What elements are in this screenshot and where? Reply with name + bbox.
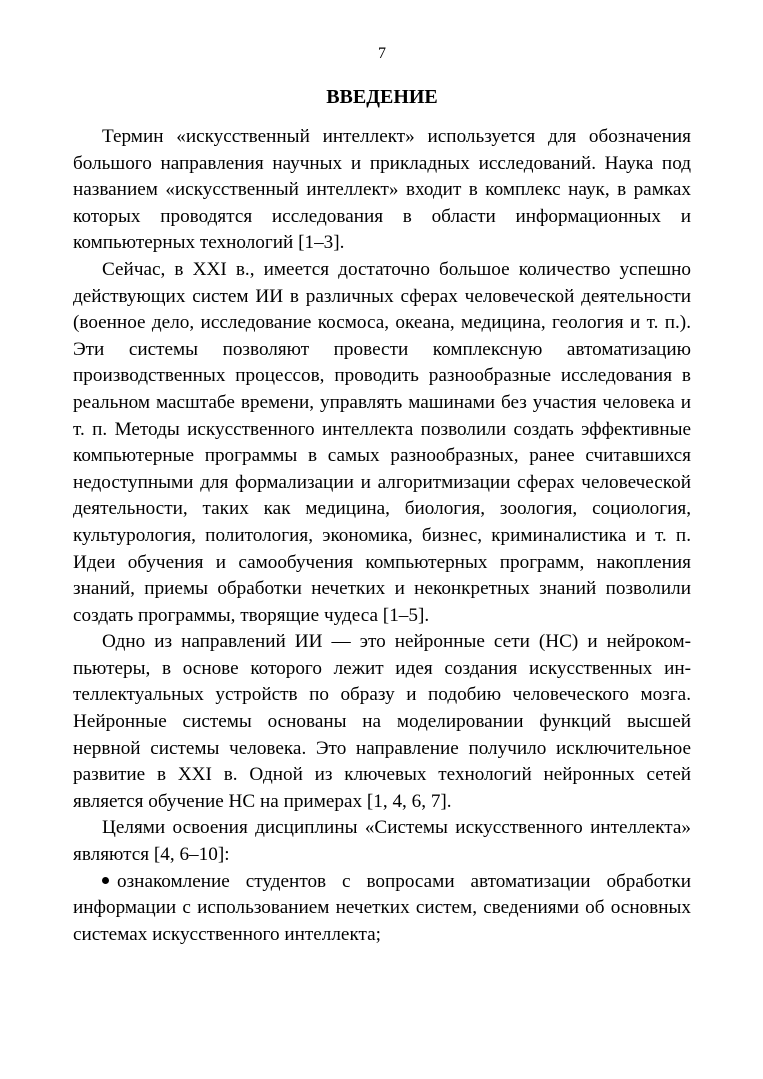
section-heading: ВВЕДЕНИЕ [326,86,438,108]
body-text [73,124,691,948]
list-item-text: ознакомление студентов с вопросами автоматизации обработки информации с использованием нечетких систем, сведениями об основных системах искусственного интеллекта; [73,870,691,945]
paragraph-course-goals: Целями освоения дисциплины «Системы искусственного интеллекта» являются [4, 6–10]: [73,817,691,866]
paragraph-ai-systems: Сейчас, в XXI в., имеется достаточно большое количество успешно действующих систем ИИ в различных сферах человеческой деятельности (военное дело, исследование космоса, океана, медицина, геология и т. п.). Эти системы позволяют провести комплексную автоматизацию производственных процессов, проводить разнообразные исследования в реальном масштабе времени, управлять машинами без участия человека и т. п. Методы искусственного интеллекта позволили создать эффективные компьютерные программы в самых разнообразных, ранее считавшихся недоступными для формализации и алгоритмизации сферах человеческой деятельности, таких как медицина, биология, зоология, социология, культурология, политология, экономика, бизнес, криминалистика и т. п. Идеи обучения и самообучения компьютерных программ, накопления знаний, приемы обработки нечетких и неконкретных знаний позволили создать программы, творящие чудеса [1–5]. [73,258,691,626]
paragraph-neural-networks: Одно из направлений ИИ — это нейронные сети (НС) и нейрокомпьютеры, в основе которого лежит идея создания искусственных интеллектуальных устройств по образу и подобию человеческого мозга. Нейронные системы основаны на моделировании функций высшей нервной системы человека. Это направление получило исключительное развитие в XXI в. Одной из ключевых технологий нейронных сетей является обучение НС на примерах [1, 4, 6, 7]. [73,631,691,812]
bullet-icon [102,877,109,884]
paragraph-intro: Термин «искусственный интеллект» используется для обозначения большого направления научных и прикладных исследований. Наука под названием «искусственный интеллект» входит в комплекс наук, в рамках которых проводятся исследования в области информационных и компьютерных технологий [1–3]. [73,126,691,254]
page-number: 7 [378,45,386,62]
list-item [73,869,691,949]
